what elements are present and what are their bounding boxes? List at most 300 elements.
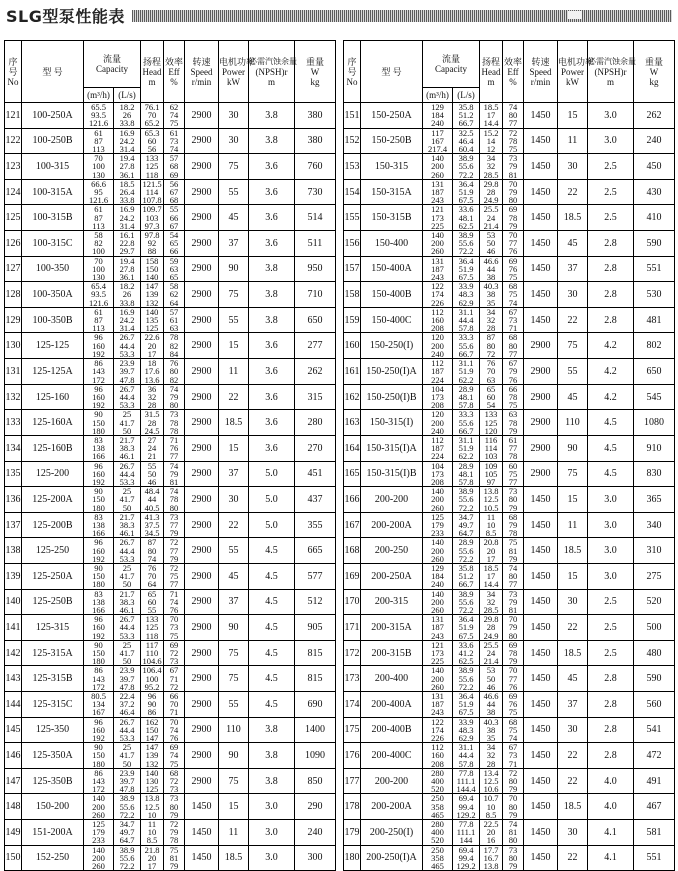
flow-ls-value: 44.4 bbox=[458, 750, 474, 761]
power-value: 45 bbox=[558, 231, 588, 257]
npsh-value: 3.0 bbox=[249, 845, 295, 871]
row-number: 155 bbox=[344, 205, 361, 231]
npsh-value: 3.8 bbox=[249, 743, 295, 769]
pump-model: 125-160A bbox=[22, 410, 84, 436]
flow-ls-value: 18.2 bbox=[119, 102, 135, 112]
npsh-value: 2.5 bbox=[588, 615, 634, 641]
flow-m3h-value: 200 bbox=[431, 545, 444, 556]
npsh-value: 3.0 bbox=[588, 128, 634, 154]
power-value: 55 bbox=[219, 538, 249, 564]
table-row bbox=[5, 743, 336, 769]
speed-value: 2900 bbox=[185, 717, 219, 743]
speed-value: 1450 bbox=[524, 231, 558, 257]
row-number: 165 bbox=[344, 461, 361, 487]
flow-ls-value: 62.9 bbox=[458, 733, 474, 744]
weight-value: 850 bbox=[295, 768, 336, 794]
efficiency-cell bbox=[503, 794, 524, 820]
flow-m3h-cell bbox=[84, 692, 114, 718]
row-number: 159 bbox=[344, 307, 361, 333]
efficiency-cell bbox=[164, 512, 185, 538]
row-number: 161 bbox=[344, 359, 361, 385]
flow-ls-value: 36.1 bbox=[119, 272, 135, 283]
weight-value: 551 bbox=[634, 256, 675, 282]
efficiency-value: 77 bbox=[508, 238, 518, 249]
speed-value: 1450 bbox=[524, 205, 558, 231]
table-row bbox=[5, 538, 336, 564]
flow-m3h-value: 226 bbox=[431, 297, 444, 308]
flow-m3h-value: 184 bbox=[431, 571, 444, 582]
head-value: 120 bbox=[484, 425, 498, 436]
flow-ls-value: 33.6 bbox=[458, 204, 474, 215]
row-number: 135 bbox=[5, 461, 22, 487]
efficiency-value: 67 bbox=[169, 187, 179, 198]
flow-ls-value: 67.5 bbox=[458, 272, 474, 283]
pump-model: 125-315C bbox=[22, 692, 84, 718]
speed-value: 2900 bbox=[524, 435, 558, 461]
flow-m3h-cell bbox=[423, 410, 453, 436]
header-npsh: 必需汽蚀余量 (NPSH)r m bbox=[588, 41, 634, 103]
efficiency-value: 72 bbox=[169, 537, 179, 548]
flow-m3h-value: 180 bbox=[92, 656, 105, 667]
table-row bbox=[5, 615, 336, 641]
head-value: 12.5 bbox=[483, 494, 499, 505]
speed-value: 2900 bbox=[524, 410, 558, 436]
table-body-right bbox=[344, 103, 675, 871]
head-value: 50 bbox=[486, 673, 496, 684]
flow-ls-cell bbox=[453, 333, 480, 359]
efficiency-value: 71 bbox=[508, 758, 518, 769]
head-cell bbox=[141, 359, 164, 385]
weight-value: 830 bbox=[634, 461, 675, 487]
head-cell bbox=[141, 179, 164, 205]
flow-ls-value: 49.7 bbox=[458, 519, 474, 530]
npsh-value: 3.8 bbox=[249, 103, 295, 129]
efficiency-value: 80 bbox=[508, 630, 518, 641]
head-value: 48.4 bbox=[144, 486, 160, 497]
head-value: 17.6 bbox=[144, 366, 160, 377]
flow-ls-value: 51.9 bbox=[458, 622, 474, 633]
head-value: 95.2 bbox=[144, 681, 160, 692]
flow-m3h-cell bbox=[84, 205, 114, 231]
flow-m3h-cell bbox=[423, 743, 453, 769]
flow-ls-value: 31.4 bbox=[119, 144, 135, 155]
head-cell bbox=[480, 845, 503, 871]
flow-ls-value: 35.8 bbox=[458, 562, 474, 573]
efficiency-value: 73 bbox=[508, 486, 518, 497]
header-power: 电机功率 Power kW bbox=[558, 41, 588, 103]
flow-ls-value: 16.9 bbox=[119, 204, 135, 215]
flow-m3h-value: 166 bbox=[92, 451, 105, 462]
efficiency-value: 82 bbox=[169, 374, 179, 385]
weight-value: 315 bbox=[295, 384, 336, 410]
flow-m3h-value: 358 bbox=[431, 801, 444, 812]
flow-ls-value: 50 bbox=[122, 758, 132, 769]
head-value: 65 bbox=[147, 588, 157, 599]
head-cell bbox=[141, 768, 164, 794]
table-row bbox=[344, 768, 675, 794]
power-value: 30 bbox=[558, 589, 588, 615]
head-value: 10.5 bbox=[483, 502, 499, 513]
flow-ls-value: 62.9 bbox=[458, 297, 474, 308]
speed-value: 1450 bbox=[185, 845, 219, 871]
npsh-value: 3.0 bbox=[588, 487, 634, 513]
npsh-value: 5.0 bbox=[249, 461, 295, 487]
speed-value: 1450 bbox=[524, 538, 558, 564]
speed-value: 2900 bbox=[185, 461, 219, 487]
flow-m3h-cell bbox=[423, 282, 453, 308]
flow-ls-value: 36.4 bbox=[458, 178, 474, 189]
flow-m3h-cell bbox=[423, 231, 453, 257]
efficiency-cell bbox=[503, 282, 524, 308]
speed-value: 1450 bbox=[524, 179, 558, 205]
pump-model: 200-400C bbox=[361, 743, 423, 769]
flow-m3h-value: 208 bbox=[431, 476, 444, 487]
efficiency-cell bbox=[503, 512, 524, 538]
table-row bbox=[344, 512, 675, 538]
flow-m3h-value: 150 bbox=[92, 750, 105, 761]
efficiency-cell bbox=[164, 231, 185, 257]
row-number: 138 bbox=[5, 538, 22, 564]
npsh-value: 4.2 bbox=[588, 333, 634, 359]
flow-ls-cell bbox=[453, 845, 480, 871]
page-header bbox=[0, 0, 678, 30]
speed-value: 2900 bbox=[185, 768, 219, 794]
head-value: 38 bbox=[486, 724, 496, 735]
table-row bbox=[344, 589, 675, 615]
pump-model: 150-400A bbox=[361, 256, 423, 282]
head-value: 103 bbox=[484, 451, 498, 462]
flow-ls-cell bbox=[453, 359, 480, 385]
flow-m3h-value: 217.4 bbox=[427, 144, 448, 155]
weight-value: 650 bbox=[295, 307, 336, 333]
efficiency-cell bbox=[503, 435, 524, 461]
efficiency-value: 54 bbox=[169, 230, 179, 241]
flow-m3h-value: 200 bbox=[92, 801, 105, 812]
head-cell bbox=[480, 256, 503, 282]
head-value: 125 bbox=[145, 323, 159, 334]
speed-value: 2900 bbox=[185, 666, 219, 692]
pump-model: 200-315A bbox=[361, 615, 423, 641]
flow-m3h-cell bbox=[423, 487, 453, 513]
table-row bbox=[344, 410, 675, 436]
efficiency-cell bbox=[164, 615, 185, 641]
efficiency-value: 78 bbox=[169, 332, 179, 343]
flow-ls-value: 46.1 bbox=[119, 451, 135, 462]
efficiency-value: 80 bbox=[508, 110, 518, 121]
flow-ls-value: 26.7 bbox=[119, 716, 135, 727]
flow-m3h-value: 100 bbox=[92, 263, 105, 274]
efficiency-value: 71 bbox=[169, 588, 179, 599]
flow-m3h-value: 96 bbox=[94, 614, 103, 625]
flow-ls-value: 99.4 bbox=[458, 801, 474, 812]
flow-ls-value: 66.7 bbox=[458, 425, 474, 436]
flow-ls-value: 129.2 bbox=[456, 809, 476, 820]
flow-m3h-value: 192 bbox=[92, 630, 105, 641]
header-unit-m3h: (m³/h) bbox=[423, 88, 453, 103]
efficiency-value: 75 bbox=[508, 400, 518, 411]
head-value: 20 bbox=[147, 340, 157, 351]
head-cell bbox=[141, 205, 164, 231]
table-row bbox=[5, 282, 336, 308]
flow-m3h-value: 400 bbox=[431, 776, 444, 787]
efficiency-value: 78 bbox=[169, 494, 179, 505]
efficiency-value: 77 bbox=[508, 443, 518, 454]
speed-value: 2900 bbox=[185, 384, 219, 410]
flow-m3h-value: 112 bbox=[431, 306, 444, 317]
head-value: 32 bbox=[486, 596, 496, 607]
flow-m3h-cell bbox=[423, 461, 453, 487]
flow-m3h-cell bbox=[84, 589, 114, 615]
efficiency-cell bbox=[164, 563, 185, 589]
flow-m3h-value: 140 bbox=[431, 588, 444, 599]
flow-ls-value: 55.6 bbox=[458, 238, 474, 249]
efficiency-cell bbox=[164, 692, 185, 718]
speed-value: 2900 bbox=[185, 179, 219, 205]
flow-m3h-cell bbox=[423, 205, 453, 231]
head-value: 10.6 bbox=[483, 784, 499, 795]
flow-m3h-value: 200 bbox=[431, 417, 444, 428]
power-value: 11 bbox=[558, 128, 588, 154]
efficiency-value: 79 bbox=[508, 519, 518, 530]
pump-model: 150-315 bbox=[361, 154, 423, 180]
flow-ls-value: 16.1 bbox=[119, 230, 135, 241]
speed-value: 2900 bbox=[185, 640, 219, 666]
efficiency-value: 72 bbox=[508, 127, 518, 138]
table-row bbox=[344, 103, 675, 129]
weight-value: 277 bbox=[295, 333, 336, 359]
flow-ls-cell bbox=[453, 640, 480, 666]
efficiency-value: 78 bbox=[508, 528, 518, 539]
pump-model: 200-200 bbox=[361, 487, 423, 513]
weight-value: 430 bbox=[634, 179, 675, 205]
flow-m3h-value: 233 bbox=[92, 835, 105, 846]
head-cell bbox=[480, 615, 503, 641]
speed-value: 1450 bbox=[185, 794, 219, 820]
flow-m3h-value: 173 bbox=[431, 212, 444, 223]
pump-model: 125-350A bbox=[22, 743, 84, 769]
flow-ls-value: 27.8 bbox=[119, 161, 135, 172]
flow-ls-value: 16.9 bbox=[119, 127, 135, 138]
efficiency-value: 73 bbox=[169, 511, 179, 522]
flow-m3h-cell bbox=[84, 512, 114, 538]
row-number: 179 bbox=[344, 820, 361, 846]
flow-m3h-cell bbox=[84, 487, 114, 513]
efficiency-value: 76 bbox=[508, 246, 518, 257]
flow-ls-value: 38.9 bbox=[458, 665, 474, 676]
table-row bbox=[344, 487, 675, 513]
npsh-value: 2.5 bbox=[588, 640, 634, 666]
flow-ls-value: 26.7 bbox=[119, 460, 135, 471]
head-value: 74 bbox=[147, 553, 157, 564]
head-value: 28 bbox=[486, 758, 496, 769]
power-value: 11 bbox=[219, 359, 249, 385]
speed-value: 2900 bbox=[185, 205, 219, 231]
flow-ls-value: 69.4 bbox=[458, 844, 474, 855]
efficiency-value: 80 bbox=[508, 852, 518, 863]
flow-m3h-value: 140 bbox=[92, 793, 105, 804]
head-value: 13.4 bbox=[483, 767, 499, 778]
npsh-value: 3.8 bbox=[249, 307, 295, 333]
header-head: 扬程 Head m bbox=[480, 41, 503, 103]
flow-ls-value: 111.1 bbox=[456, 776, 476, 787]
flow-ls-value: 22.8 bbox=[119, 238, 135, 249]
npsh-value: 2.5 bbox=[588, 179, 634, 205]
row-number: 180 bbox=[344, 845, 361, 871]
header-speed: 转速 Speed r/min bbox=[524, 41, 558, 103]
flow-m3h-value: 180 bbox=[92, 502, 105, 513]
flow-m3h-value: 180 bbox=[92, 579, 105, 590]
efficiency-value: 75 bbox=[169, 118, 179, 129]
flow-ls-cell bbox=[453, 615, 480, 641]
pump-model: 125-200A bbox=[22, 487, 84, 513]
table-row bbox=[344, 256, 675, 282]
efficiency-cell bbox=[164, 538, 185, 564]
npsh-value: 3.6 bbox=[249, 435, 295, 461]
pump-model: 150-250(I)A bbox=[361, 359, 423, 385]
head-value: 150 bbox=[145, 724, 159, 735]
table-row bbox=[5, 128, 336, 154]
efficiency-value: 66 bbox=[169, 691, 179, 702]
flow-ls-value: 72.2 bbox=[119, 809, 135, 820]
efficiency-value: 80 bbox=[508, 571, 518, 582]
head-value: 46.6 bbox=[483, 691, 499, 702]
efficiency-cell bbox=[503, 666, 524, 692]
head-value: 21.8 bbox=[144, 844, 160, 855]
flow-m3h-value: 83 bbox=[94, 511, 103, 522]
efficiency-cell bbox=[503, 384, 524, 410]
head-value: 35 bbox=[486, 297, 496, 308]
npsh-value: 3.0 bbox=[588, 563, 634, 589]
row-number: 136 bbox=[5, 487, 22, 513]
flow-m3h-cell bbox=[84, 128, 114, 154]
head-cell bbox=[480, 589, 503, 615]
efficiency-value: 79 bbox=[169, 827, 179, 838]
row-number: 173 bbox=[344, 666, 361, 692]
power-value: 90 bbox=[558, 435, 588, 461]
npsh-value: 4.5 bbox=[588, 410, 634, 436]
flow-ls-cell bbox=[453, 666, 480, 692]
head-value: 10.7 bbox=[483, 793, 499, 804]
efficiency-cell bbox=[164, 768, 185, 794]
head-value: 18.5 bbox=[483, 102, 499, 112]
head-cell bbox=[480, 487, 503, 513]
power-value: 30 bbox=[558, 717, 588, 743]
efficiency-value: 74 bbox=[169, 383, 179, 394]
head-value: 34 bbox=[486, 742, 496, 753]
pump-model: 125-200B bbox=[22, 512, 84, 538]
flow-ls-value: 50 bbox=[122, 579, 132, 590]
header-power: 电机功率 Power kW bbox=[219, 41, 249, 103]
head-cell bbox=[141, 231, 164, 257]
speed-value: 2900 bbox=[185, 307, 219, 333]
flow-ls-value: 41.7 bbox=[119, 648, 135, 658]
table-row bbox=[344, 461, 675, 487]
efficiency-value: 73 bbox=[508, 315, 518, 326]
flow-m3h-value: 96 bbox=[94, 383, 103, 394]
flow-ls-value: 44.4 bbox=[119, 391, 135, 402]
flow-ls-value: 50 bbox=[122, 502, 132, 513]
efficiency-value: 84 bbox=[169, 348, 179, 359]
flow-ls-value: 66.7 bbox=[458, 579, 474, 590]
power-value: 37 bbox=[219, 461, 249, 487]
efficiency-value: 69 bbox=[508, 639, 518, 650]
pump-model: 100-350A bbox=[22, 282, 84, 308]
head-value: 25.5 bbox=[483, 204, 499, 215]
flow-ls-cell bbox=[453, 692, 480, 718]
npsh-value: 4.5 bbox=[249, 666, 295, 692]
flow-ls-value: 55.6 bbox=[458, 596, 474, 607]
weight-value: 730 bbox=[295, 179, 336, 205]
speed-value: 2900 bbox=[185, 103, 219, 129]
head-value: 10 bbox=[486, 801, 496, 812]
npsh-value: 3.8 bbox=[249, 256, 295, 282]
flow-ls-cell bbox=[114, 538, 141, 564]
flow-ls-value: 55.6 bbox=[119, 852, 135, 863]
head-value: 17 bbox=[147, 861, 157, 871]
flow-ls-value: 47.8 bbox=[119, 374, 135, 385]
flow-ls-value: 32.5 bbox=[458, 127, 474, 138]
efficiency-value: 73 bbox=[169, 409, 179, 420]
row-number: 162 bbox=[344, 384, 361, 410]
efficiency-value: 78 bbox=[169, 835, 179, 846]
flow-m3h-value: 280 bbox=[431, 767, 444, 778]
weight-value: 815 bbox=[295, 640, 336, 666]
row-number: 164 bbox=[344, 435, 361, 461]
flow-m3h-value: 167 bbox=[92, 707, 105, 718]
pump-model: 150-315A bbox=[361, 179, 423, 205]
weight-value: 665 bbox=[295, 538, 336, 564]
weight-value: 262 bbox=[634, 103, 675, 129]
flow-m3h-value: 122 bbox=[431, 281, 444, 292]
flow-ls-value: 38.9 bbox=[119, 844, 135, 855]
power-value: 55 bbox=[219, 179, 249, 205]
flow-m3h-value: 200 bbox=[431, 340, 444, 351]
head-value: 106.4 bbox=[142, 665, 162, 676]
speed-value: 1450 bbox=[524, 128, 558, 154]
efficiency-cell bbox=[164, 487, 185, 513]
table-row bbox=[5, 359, 336, 385]
efficiency-cell bbox=[503, 154, 524, 180]
efficiency-value: 77 bbox=[169, 545, 179, 556]
efficiency-value: 77 bbox=[508, 673, 518, 684]
pump-model: 150-250A bbox=[361, 103, 423, 129]
pump-model: 100-350B bbox=[22, 307, 84, 333]
efficiency-value: 57 bbox=[169, 153, 179, 164]
npsh-value: 2.8 bbox=[588, 692, 634, 718]
flow-m3h-value: 358 bbox=[431, 852, 444, 863]
head-value: 60 bbox=[147, 135, 157, 146]
efficiency-value: 81 bbox=[169, 852, 179, 863]
head-value: 24 bbox=[486, 212, 496, 223]
head-value: 35 bbox=[486, 733, 496, 744]
npsh-value: 3.6 bbox=[249, 231, 295, 257]
flow-ls-cell bbox=[114, 435, 141, 461]
header-capacity: 流量 Capacity bbox=[423, 41, 480, 88]
table-row bbox=[5, 563, 336, 589]
efficiency-value: 79 bbox=[508, 366, 518, 377]
flow-m3h-value: 160 bbox=[92, 391, 105, 402]
flow-ls-value: 34.7 bbox=[458, 511, 474, 522]
flow-m3h-cell bbox=[423, 717, 453, 743]
efficiency-cell bbox=[503, 103, 524, 129]
flow-ls-value: 24.2 bbox=[119, 135, 135, 146]
pump-model: 125-160 bbox=[22, 384, 84, 410]
flow-ls-value: 50 bbox=[122, 425, 132, 436]
efficiency-cell bbox=[503, 487, 524, 513]
flow-ls-value: 31.4 bbox=[119, 220, 135, 231]
flow-m3h-value: 96 bbox=[94, 537, 103, 548]
head-cell bbox=[141, 384, 164, 410]
